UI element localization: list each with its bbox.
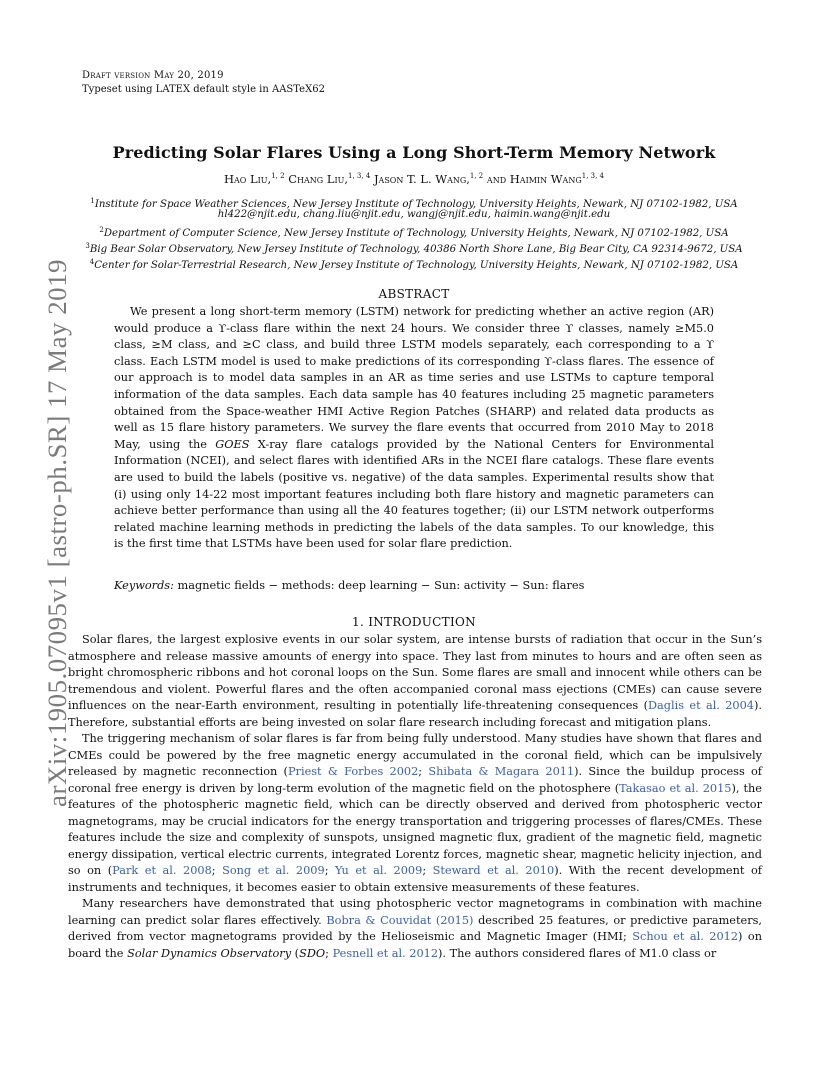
paragraph-text: The triggering mechanism of solar flares is far from being fully understood. Many studies have shown that flares and CMEs could be powered by the free magnetic energy accumulated in the coronal field, which can be impulsively released by magnetic reconnection ( bbox=[68, 732, 762, 778]
introduction-body bbox=[68, 632, 762, 962]
author-name: Chang Liu, bbox=[288, 172, 349, 186]
paragraph-text: ( bbox=[291, 946, 300, 960]
observatory-name: Solar Dynamics Observatory bbox=[127, 946, 292, 960]
observatory-abbr: SDO bbox=[299, 946, 326, 960]
affiliation-text: Department of Computer Science, New Jersey Institute of Technology, University Heights, Newark, NJ 07102-1982, USA bbox=[103, 228, 729, 239]
paragraph-text: ). Therefore, substantial efforts are being invested on solar flare research including forecast and mitigation plans. bbox=[68, 699, 762, 729]
keywords-line bbox=[114, 578, 714, 594]
affiliation-number: 1 bbox=[90, 197, 95, 205]
abstract-text: X-ray flare catalogs provided by the National Centers for Environmental Information (NCEI), and select flares with identified ARs in the NCEI flare catalogs. These flare events are used to build the labels (positive vs. negative) of the data samples. Experimental results show that (i) using only 14-22 most important features including both flare history and magnetic parameters can achieve better performance than using all the 40 features together; (ii) our LSTM network outperforms related machine learning methods in predicting the labels of the data samples. To our knowledge, this is the first time that LSTMs have been used for solar flare prediction. bbox=[114, 437, 715, 551]
abstract-text: We present a long short-term memory (LSTM) network for predicting whether an active region (AR) would produce a ϒ-class flare within the next 24 hours. We consider three ϒ classes, namely ≥M5.0 class, ≥M class, and ≥C class, and build three LSTM models separately, each corresponding to a ϒ class. Each LSTM model is used to make predictions of its corresponding ϒ-class flares. The essence of our approach is to model data samples in an AR as time series and use LSTMs to capture temporal information of the data samples. Each data sample has 40 features including 25 magnetic parameters obtained from the Space-weather HMI Active Region Patches (SHARP) and related data products as well as 15 flare history parameters. We survey the flare events that occurred from 2010 May to 2018 May, using the bbox=[114, 305, 714, 451]
citation-link[interactable]: Yu et al. 2009 bbox=[335, 864, 423, 877]
citation-separator: ; bbox=[418, 765, 429, 778]
paper-title: Predicting Solar Flares Using a Long Short-Term Memory Network bbox=[112, 143, 716, 162]
author-name: Hao Liu, bbox=[223, 172, 272, 186]
abstract-heading: ABSTRACT bbox=[378, 287, 450, 301]
citation-separator: ; bbox=[324, 864, 336, 877]
author-affil-marks: 1, 2 bbox=[469, 172, 484, 180]
paragraph-text: ) on board the bbox=[68, 930, 763, 960]
paragraph-text: ). Since the buildup process of coronal free energy is driven by long-term evolution of the magnetic field on the photosphere ( bbox=[68, 765, 762, 795]
author-affil-marks: 1, 3, 4 bbox=[581, 172, 604, 180]
affiliation-4 bbox=[82, 256, 746, 272]
paragraph-text: Many researchers have demonstrated that using photospheric vector magnetograms in combination with machine learning can predict solar flares effectively. bbox=[68, 897, 762, 927]
author-name: and Haimin Wang bbox=[486, 172, 582, 186]
citation-separator: ; bbox=[422, 864, 433, 877]
author-name: Jason T. L. Wang, bbox=[373, 172, 470, 186]
affiliation-2 bbox=[82, 224, 746, 240]
citation-link[interactable]: Song et al. 2009 bbox=[222, 864, 325, 877]
paragraph-text: described 25 features, or predictive parameters, derived from vector magnetograms provided by the Helioseismic and Magnetic Imager (HMI; bbox=[68, 913, 762, 943]
citation-link[interactable]: Shibata & Magara 2011 bbox=[428, 765, 575, 778]
affiliation-number: 4 bbox=[89, 258, 95, 266]
citation-link[interactable]: Takasao et al. 2015 bbox=[619, 781, 732, 795]
author-emails: hl422@njit.edu, chang.liu@njit.edu, wangj@njit.edu, haimin.wang@njit.edu bbox=[217, 209, 611, 220]
draft-header bbox=[82, 69, 325, 97]
abstract-body bbox=[114, 304, 714, 553]
author-affil-marks: 1, 3, 4 bbox=[348, 172, 371, 180]
citation-link[interactable]: Schou et al. 2012 bbox=[632, 930, 739, 943]
citation-link[interactable]: Pesnell et al. 2012 bbox=[332, 946, 439, 960]
affiliation-3 bbox=[82, 240, 746, 256]
citation-link[interactable]: Park et al. 2008 bbox=[112, 864, 212, 877]
affiliation-number: 2 bbox=[99, 226, 104, 234]
affiliation-text: Center for Solar-Terrestrial Research, New Jersey Institute of Technology, University Heights, Newark, NJ 07102-1982, USA bbox=[94, 260, 739, 271]
paragraph-text: ), the features of the photospheric magnetic field, which can be directly observed and derived from photospheric vector magnetograms, may be crucial indicators for the energy transportation and triggering processes of flares/CMEs. These features include the size and complexity of sunspots, unsigned magnetic flux, gradient of the magnetic field, magnetic energy dissipation, vertical electric currents, integrated Lorentz forces, magnetic shear, magnetic helicity injection, and so on ( bbox=[68, 781, 762, 877]
citation-link[interactable]: Priest & Forbes 2002 bbox=[287, 765, 419, 778]
abstract-goes: GOES bbox=[215, 437, 250, 451]
affiliation-number: 3 bbox=[85, 242, 90, 250]
intro-paragraph-3 bbox=[68, 896, 762, 962]
affiliation-text: Big Bear Solar Observatory, New Jersey Institute of Technology, 40386 North Shore Lane, Big Bear City, CA 92314-9672, USA bbox=[89, 244, 743, 255]
section-heading-introduction: 1. INTRODUCTION bbox=[352, 615, 476, 629]
citation-separator: ; bbox=[325, 946, 333, 960]
intro-paragraph-1 bbox=[68, 632, 762, 731]
draft-version-line: Draft version May 20, 2019 bbox=[82, 70, 224, 81]
citation-separator: ; bbox=[211, 864, 223, 877]
paragraph-text: ). The authors considered flares of M1.0 class or bbox=[438, 946, 717, 960]
keywords-text: magnetic fields − methods: deep learning − Sun: activity − Sun: flares bbox=[173, 579, 585, 592]
typeset-line: Typeset using LATEX default style in AASTeX62 bbox=[82, 84, 325, 95]
paragraph-text: Solar flares, the largest explosive events in our solar system, are intense bursts of radiation that occur in the Sun’s atmosphere and release massive amounts of energy into space. They last from minutes to hours and are often seen as bright chromospheric ribbons and hot coronal loops on the Sun. Some flares are small and innocent while others can be tremendous and violent. Powerful flares and the often accompanied coronal mass ejections (CMEs) can cause severe influences on the near-Earth environment, resulting in potentially life-threatening consequences ( bbox=[68, 633, 762, 712]
author-affil-marks: 1, 2 bbox=[271, 172, 285, 180]
arxiv-stamp-text: arXiv:1905.07095v1 [astro-ph.SR] 17 May 2019 bbox=[43, 276, 72, 807]
keywords-label: Keywords: bbox=[114, 579, 174, 592]
citation-link[interactable]: Steward et al. 2010 bbox=[432, 864, 555, 877]
paragraph-text: ). With the recent development of instruments and techniques, it becomes easier to obtain extensive measurements of these features. bbox=[68, 864, 762, 894]
intro-paragraph-2 bbox=[68, 731, 762, 896]
affiliation-text: Institute for Space Weather Sciences, New Jersey Institute of Technology, University Heights, Newark, NJ 07102-1982, USA bbox=[94, 199, 738, 210]
citation-link[interactable]: Daglis et al. 2004 bbox=[647, 699, 754, 712]
author-list bbox=[82, 172, 746, 186]
citation-link[interactable]: Bobra & Couvidat (2015) bbox=[326, 913, 474, 927]
